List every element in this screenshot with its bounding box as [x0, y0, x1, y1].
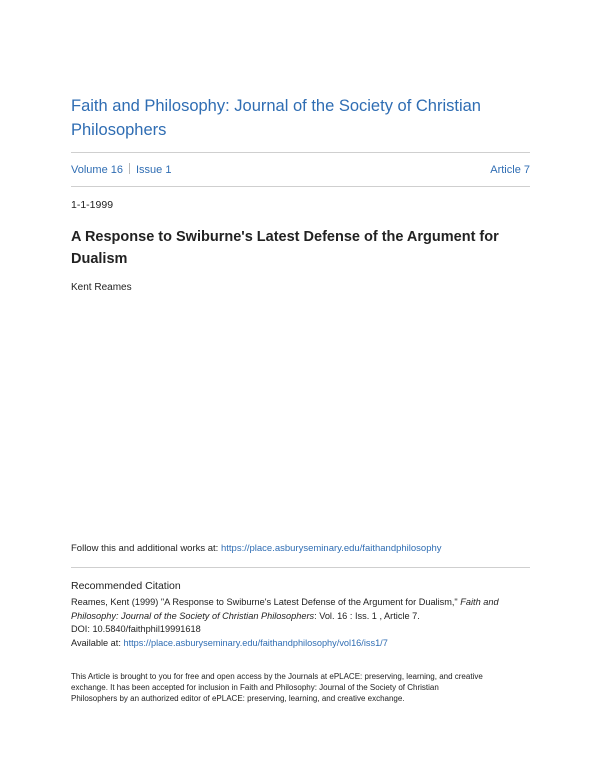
citation-line-2-italic: Philosophy: Journal of the Society of Christian Philosophers	[71, 610, 315, 621]
citation-body	[71, 596, 536, 650]
follow-text: Follow this and additional works at:	[71, 543, 221, 554]
journal-title-line-1: Faith and Philosophy: Journal of the Society of Christian	[71, 97, 481, 115]
volume-issue-separator	[129, 163, 130, 174]
citation-line-1-prefix: Reames, Kent (1999) "A Response to Swiburne's Latest Defense of the Argument for Dualism,"	[71, 597, 461, 607]
citation-doi: DOI: 10.5840/faithphil19991618	[71, 624, 201, 634]
volume-issue-row	[71, 162, 530, 178]
journal-title-line-2: Philosophers	[71, 121, 167, 139]
article-title	[71, 226, 530, 270]
available-at-label: Available at:	[71, 637, 124, 648]
divider-citation	[71, 567, 530, 568]
follow-line	[71, 543, 442, 554]
publication-date: 1-1-1999	[71, 199, 114, 211]
divider-bottom	[71, 186, 530, 187]
access-notice-line-2: exchange. It has been accepted for inclusion in Faith and Philosophy: Journal of the Society of Christian	[71, 683, 439, 692]
access-notice-line-3: Philosophers by an authorized editor of ePLACE: preserving, learning, and creative exchange.	[71, 694, 405, 703]
author-name: Kent Reames	[71, 282, 132, 293]
article-number-link[interactable]: Article 7	[490, 164, 530, 176]
follow-url-link[interactable]: https://place.asburyseminary.edu/faithandphilosophy	[220, 543, 442, 554]
citation-line-2-suffix: : Vol. 16 : Iss. 1 , Article 7.	[314, 610, 420, 621]
access-notice-line-1: This Article is brought to you for free and open access by the Journals at ePLACE: preserving, learning, and creative	[71, 672, 483, 681]
issue-link[interactable]: Issue 1	[135, 164, 172, 176]
citation-line-1-italic: Faith and	[460, 597, 499, 607]
volume-link[interactable]: Volume 16	[71, 164, 123, 176]
divider-top	[71, 152, 530, 153]
available-at-url-link[interactable]: https://place.asburyseminary.edu/faithandphilosophy/vol16/iss1/7	[123, 637, 388, 648]
recommended-citation-heading: Recommended Citation	[71, 580, 181, 592]
journal-title-link[interactable]	[71, 94, 511, 142]
access-notice	[71, 671, 531, 704]
article-title-line-2: Dualism	[71, 251, 128, 267]
article-title-line-1: A Response to Swiburne's Latest Defense of the Argument for	[71, 229, 499, 245]
